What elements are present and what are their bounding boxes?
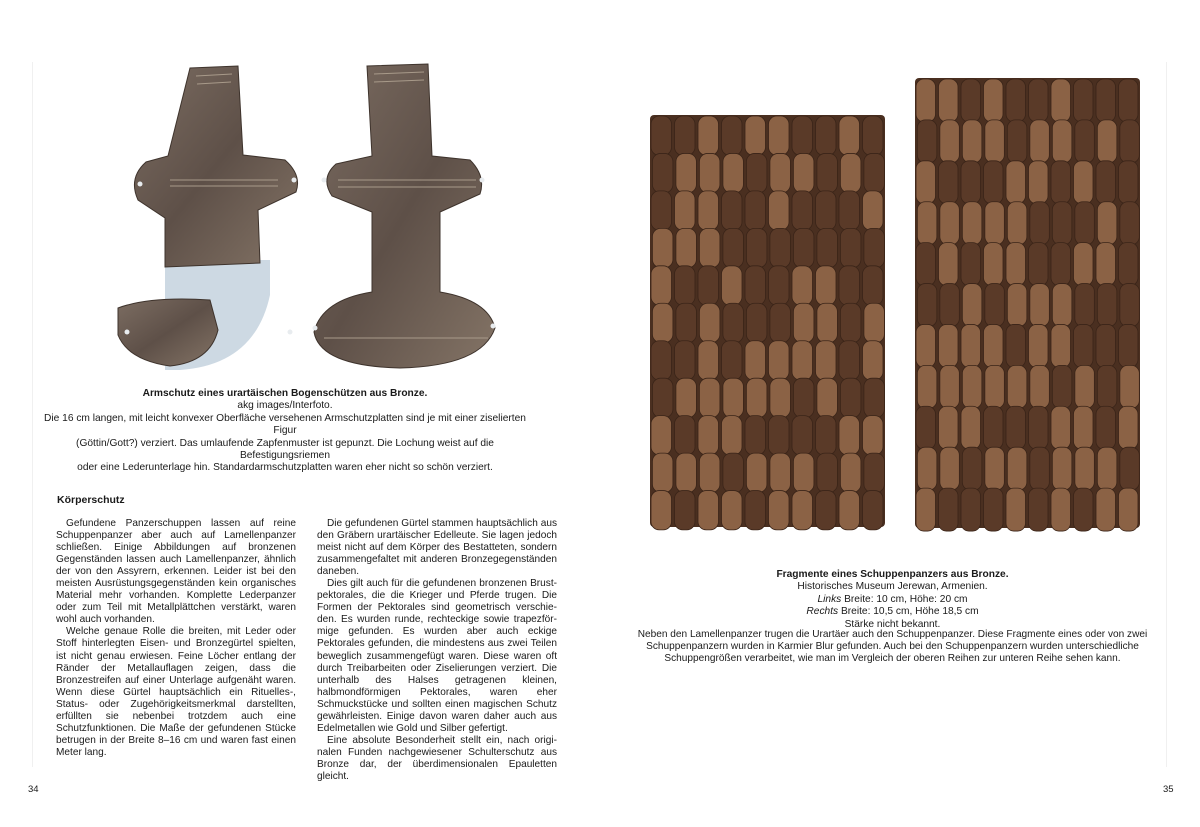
armor-scale bbox=[961, 161, 981, 204]
armor-scale bbox=[1119, 488, 1139, 531]
text-column-1 bbox=[56, 518, 296, 759]
armor-scale bbox=[962, 120, 982, 163]
armor-scale bbox=[699, 228, 720, 267]
armor-scale bbox=[961, 243, 981, 286]
page-number-left: 34 bbox=[28, 784, 39, 795]
armor-scale bbox=[1074, 488, 1094, 531]
armor-scale bbox=[792, 491, 813, 530]
armor-scale bbox=[1052, 202, 1072, 245]
armor-scale bbox=[1097, 365, 1117, 408]
armor-scale bbox=[840, 453, 861, 492]
armor-scale bbox=[839, 491, 860, 530]
armor-scale bbox=[1051, 406, 1071, 449]
armor-scale bbox=[745, 341, 766, 380]
armor-scale bbox=[1029, 324, 1049, 367]
armor-scale bbox=[816, 191, 837, 230]
armor-scale bbox=[651, 341, 672, 380]
links-dimensions: Breite: 10 cm, Höhe: 20 cm bbox=[841, 593, 968, 605]
armor-scale bbox=[940, 365, 960, 408]
armor-scale bbox=[1075, 447, 1095, 490]
armor-scale bbox=[745, 416, 766, 455]
armor-scale bbox=[652, 228, 673, 267]
armor-scale bbox=[1120, 202, 1140, 245]
armor-scale bbox=[723, 153, 744, 192]
armor-scale bbox=[676, 153, 697, 192]
armor-scale bbox=[1096, 243, 1116, 286]
armor-scale bbox=[746, 453, 767, 492]
armor-scale bbox=[652, 303, 673, 342]
armor-scale bbox=[839, 266, 860, 305]
armor-scale bbox=[769, 266, 790, 305]
armor-scale bbox=[1096, 488, 1116, 531]
armor-scale bbox=[917, 365, 937, 408]
section-heading: Körperschutz bbox=[57, 494, 125, 506]
armor-scale bbox=[840, 228, 861, 267]
armor-scale bbox=[1096, 79, 1116, 122]
armor-scale bbox=[1030, 365, 1050, 408]
armor-scale bbox=[699, 153, 720, 192]
armor-scale bbox=[770, 228, 791, 267]
armor-scale bbox=[1052, 284, 1072, 327]
armor-scale bbox=[1075, 365, 1095, 408]
armor-scale bbox=[722, 191, 743, 230]
armor-scale bbox=[793, 153, 814, 192]
armor-scale bbox=[769, 491, 790, 530]
armor-scale bbox=[723, 303, 744, 342]
armor-scale bbox=[863, 191, 884, 230]
armor-scale bbox=[1120, 447, 1140, 490]
armor-scale bbox=[1006, 79, 1026, 122]
armor-scale bbox=[1075, 202, 1095, 245]
armor-scale bbox=[985, 284, 1005, 327]
armor-scale bbox=[676, 228, 697, 267]
armor-scale bbox=[792, 116, 813, 155]
armor-scale bbox=[770, 303, 791, 342]
armor-scale bbox=[676, 453, 697, 492]
armor-scale bbox=[1007, 365, 1027, 408]
armor-scale bbox=[1006, 161, 1026, 204]
armor-scale bbox=[939, 243, 959, 286]
armor-scale bbox=[863, 116, 884, 155]
armguard-caption-line: (Göttin/Gott?) verziert. Das umlaufende Zapfenmuster ist gepunzt. Die Lochung weist auf die Befestigungsriemen bbox=[76, 437, 494, 462]
armor-scale bbox=[1051, 324, 1071, 367]
armor-scale bbox=[863, 491, 884, 530]
armor-scale bbox=[792, 266, 813, 305]
armor-scale bbox=[961, 324, 981, 367]
armor-scale bbox=[917, 120, 937, 163]
paragraph: Gefundene Panzerschuppen lassen auf reine Schuppenpanzer aber auch auf Lamellenpanzer schließen. Einige Abbildungen auf bronzenen Gegenständen lassen auch Lamellenpanzer, ähnlich der von den Assyrern, erkennen. Leider ist bei den meisten Ausrüstungsgegenständen kein organisches Material mehr vorhanden. Komplette Lederpanzer oder zum Teil mit Metallplättchen verstärkt, waren wohl auch vorhanden. bbox=[56, 518, 296, 626]
armor-scale bbox=[984, 488, 1004, 531]
links-label: Links bbox=[817, 593, 842, 605]
armor-scale bbox=[940, 120, 960, 163]
armor-scale bbox=[676, 378, 697, 417]
armor-scale bbox=[793, 228, 814, 267]
armor-scale bbox=[1007, 202, 1027, 245]
armor-scale bbox=[1097, 284, 1117, 327]
armor-scale bbox=[651, 416, 672, 455]
armor-scale bbox=[916, 324, 936, 367]
armor-scale bbox=[675, 491, 696, 530]
armor-scale bbox=[817, 228, 838, 267]
armor-scale bbox=[698, 416, 719, 455]
armor-scale bbox=[651, 116, 672, 155]
armor-scale bbox=[769, 341, 790, 380]
armor-scale bbox=[985, 202, 1005, 245]
armor-scale bbox=[1030, 120, 1050, 163]
body-line: Schuppengrößen verarbeitet, wie man im Vergleich der oberen Reihen zur unteren Reihe sehen kann. bbox=[664, 653, 1121, 665]
armor-scale bbox=[1119, 161, 1139, 204]
armor-scale bbox=[1052, 120, 1072, 163]
armor-scale bbox=[698, 491, 719, 530]
armor-scale bbox=[817, 453, 838, 492]
armor-scale bbox=[745, 191, 766, 230]
armor-scale bbox=[698, 341, 719, 380]
armor-scale bbox=[792, 341, 813, 380]
armor-scale bbox=[864, 378, 885, 417]
armor-scale bbox=[1096, 324, 1116, 367]
armor-scale bbox=[1006, 406, 1026, 449]
armor-scale bbox=[1075, 120, 1095, 163]
armor-scale bbox=[769, 191, 790, 230]
armor-scale bbox=[770, 153, 791, 192]
armor-scale bbox=[917, 202, 937, 245]
armor-scale bbox=[792, 191, 813, 230]
armor-scale bbox=[1119, 406, 1139, 449]
armor-scale bbox=[1029, 406, 1049, 449]
armor-scale bbox=[675, 266, 696, 305]
armor-scale bbox=[1096, 161, 1116, 204]
scale-armor-caption-title: Fragmente eines Schuppenpanzers aus Bronze. bbox=[776, 569, 1009, 580]
armor-scale bbox=[675, 416, 696, 455]
armor-scale bbox=[652, 378, 673, 417]
armor-scale bbox=[792, 416, 813, 455]
armor-scale bbox=[817, 378, 838, 417]
armor-scale bbox=[816, 416, 837, 455]
armor-scale bbox=[985, 447, 1005, 490]
paragraph: Welche genaue Rolle die breiten, mit Leder oder Stoff hinterlegten Eisen- und Bronzegürtel spielten, ist nicht genau erwiesen. Feine Löcher entlang der Ränder der Metallauflagen zeigen, dass die Bronzestreifen auf einer Unterlage aufgenäht waren. Wenn diese Gürtel hauptsächlich ein Rituelles-, Status- oder Zugehörigkeitsmerkmal darstellten, erfüllten sie nebenbei trotzdem auch eine Schutzfunktionen. Die Maße der gefundenen Stücke betrugen in der Breite 8–16 cm und waren fast einen Meter lang. bbox=[56, 626, 296, 758]
armor-scale bbox=[1120, 284, 1140, 327]
armor-scale bbox=[839, 341, 860, 380]
armguard-caption-line: oder eine Lederunterlage hin. Standardarmschutzplatten waren eher nicht so schön verziert. bbox=[77, 462, 493, 474]
armor-scale bbox=[1006, 488, 1026, 531]
armor-scale bbox=[840, 303, 861, 342]
armor-scale bbox=[722, 491, 743, 530]
armor-scale bbox=[916, 243, 936, 286]
armor-scale bbox=[1074, 161, 1094, 204]
armor-scale bbox=[769, 416, 790, 455]
rechts-label: Rechts bbox=[806, 606, 839, 618]
armor-scale bbox=[770, 378, 791, 417]
armor-scale bbox=[1029, 488, 1049, 531]
scale-armor-caption-links bbox=[620, 594, 1165, 606]
armor-scale bbox=[939, 406, 959, 449]
armor-scale bbox=[916, 406, 936, 449]
armor-scale bbox=[676, 303, 697, 342]
left-page-edge bbox=[32, 62, 33, 767]
armor-scale bbox=[722, 341, 743, 380]
armor-scale bbox=[863, 266, 884, 305]
armor-scale bbox=[940, 284, 960, 327]
armor-scale bbox=[723, 228, 744, 267]
armor-scale bbox=[698, 116, 719, 155]
armor-scale bbox=[1119, 79, 1139, 122]
armguard-caption-title: Armschutz eines urartäischen Bogenschützen aus Bronze. bbox=[142, 388, 428, 399]
body-line: Schuppenpanzern wurden in Karmier Blur gefunden. Auch bei den Schuppenpanzern wurden unterschiedliche bbox=[646, 641, 1139, 653]
armor-scale bbox=[1052, 447, 1072, 490]
scale-armor-photo bbox=[640, 70, 1150, 535]
paragraph: Dies gilt auch für die gefundenen bronzenen Brustpektorales, die die Krieger und Pferde trugen. Die Formen der Pektorales sind geometrisch verschieden. Es wurden runde, rechteckige sowie trapezförmige gefunden. Es wurden aber auch eckige Pektorales gefunden, die mindestens aus zwei Teilen beweglich zusammengefügt waren. Diese waren oft durch Treibarbeiten oder Ziselierungen verziert. Die unterhalb des Halses getragenen kleinen, halbmondförmigen Pektorales, waren eher Schmuckstücke und sollten einen magischen Schutz gewährleisten. Einige davon waren daher auch aus Edelmetallen wie Gold und Silber gefertigt. bbox=[317, 578, 557, 734]
text-column-2 bbox=[317, 518, 557, 783]
armor-scale bbox=[1051, 161, 1071, 204]
armor-scale bbox=[770, 453, 791, 492]
armor-scale bbox=[985, 365, 1005, 408]
armor-scale bbox=[816, 266, 837, 305]
armor-scale bbox=[940, 447, 960, 490]
armor-scale bbox=[1119, 243, 1139, 286]
armor-scale bbox=[746, 153, 767, 192]
armor-scale bbox=[675, 116, 696, 155]
armor-scale bbox=[1120, 120, 1140, 163]
scale-armor-right-fragment bbox=[915, 78, 1140, 531]
armor-scale bbox=[1097, 120, 1117, 163]
armor-scale bbox=[1029, 79, 1049, 122]
armguard-caption-line: Die 16 cm langen, mit leicht konvexer Oberfläche versehenen Armschutzplatten sind je mit einer ziselierten Figur bbox=[44, 412, 526, 437]
armor-scale bbox=[864, 303, 885, 342]
armor-scale bbox=[793, 378, 814, 417]
right-page-edge bbox=[1166, 62, 1167, 767]
right-page-body bbox=[620, 629, 1165, 666]
armor-scale bbox=[916, 488, 936, 531]
armguard-caption bbox=[40, 388, 530, 475]
armor-scale bbox=[985, 120, 1005, 163]
armor-scale bbox=[961, 406, 981, 449]
scale-armor-caption-rechts bbox=[620, 606, 1165, 618]
armor-scale bbox=[940, 202, 960, 245]
armor-scale bbox=[698, 266, 719, 305]
armor-scale bbox=[651, 266, 672, 305]
armor-scale bbox=[984, 406, 1004, 449]
armor-scale bbox=[839, 416, 860, 455]
armor-scale bbox=[746, 378, 767, 417]
armor-scale bbox=[840, 153, 861, 192]
armor-scale bbox=[864, 228, 885, 267]
armor-scale bbox=[939, 161, 959, 204]
armor-scale bbox=[962, 202, 982, 245]
armor-scale bbox=[962, 365, 982, 408]
armor-scale bbox=[1097, 447, 1117, 490]
armor-scale bbox=[1074, 79, 1094, 122]
armor-scale bbox=[1096, 406, 1116, 449]
armor-scale bbox=[984, 324, 1004, 367]
armor-scale bbox=[816, 491, 837, 530]
armor-scale bbox=[962, 284, 982, 327]
armor-scale bbox=[1006, 243, 1026, 286]
armor-scale bbox=[863, 341, 884, 380]
armor-scale bbox=[817, 303, 838, 342]
armor-scale bbox=[675, 191, 696, 230]
armor-scale bbox=[1052, 365, 1072, 408]
armor-scale bbox=[939, 324, 959, 367]
body-line: Neben den Lamellenpanzer trugen die Urartäer auch den Schuppenpanzer. Diese Fragmente eines oder von zwei bbox=[637, 629, 1148, 640]
page-number-right: 35 bbox=[1163, 784, 1174, 795]
armor-scale bbox=[840, 378, 861, 417]
armor-scale bbox=[863, 416, 884, 455]
armor-scale bbox=[839, 191, 860, 230]
armor-scale bbox=[1030, 284, 1050, 327]
armor-scale bbox=[746, 228, 767, 267]
armor-scale bbox=[817, 153, 838, 192]
armor-scale bbox=[816, 116, 837, 155]
armor-scale bbox=[651, 491, 672, 530]
armor-scale bbox=[652, 453, 673, 492]
armor-scale bbox=[723, 378, 744, 417]
armor-scale bbox=[652, 153, 673, 192]
paragraph: Eine absolute Besonderheit stellt ein, nach originalen Funden nachgewiesener Schulterschutz aus Bronze dar, der überdimensionalen Epauletten gleicht. bbox=[317, 734, 557, 782]
armor-scale bbox=[864, 153, 885, 192]
scale-armor-caption-thickness: Stärke nicht bekannt. bbox=[844, 618, 941, 630]
armor-scale bbox=[816, 341, 837, 380]
armor-scale bbox=[1007, 120, 1027, 163]
paragraph: Die gefundenen Gürtel stammen hauptsächlich aus den Gräbern urartäischer Edelleute. Sie lagen jedoch meist nicht auf dem Körper des Bestatteten, sondern zusammengefaltet mit anderen Bronzegegenständen daneben. bbox=[317, 518, 557, 578]
armor-scale bbox=[769, 116, 790, 155]
armor-scale bbox=[745, 116, 766, 155]
armor-scale bbox=[1051, 488, 1071, 531]
armor-scale bbox=[984, 161, 1004, 204]
scale-armor-caption bbox=[620, 569, 1165, 631]
armor-scale bbox=[745, 266, 766, 305]
armor-scale bbox=[1029, 161, 1049, 204]
armor-scale bbox=[793, 303, 814, 342]
armor-scale bbox=[917, 284, 937, 327]
armor-scale bbox=[698, 191, 719, 230]
armor-scale bbox=[722, 416, 743, 455]
armor-scale bbox=[984, 79, 1004, 122]
armor-scale bbox=[1120, 365, 1140, 408]
armguard-caption-credit: akg images/Interfoto. bbox=[237, 400, 333, 412]
armor-scale bbox=[1051, 243, 1071, 286]
armor-scale bbox=[1007, 284, 1027, 327]
armor-scale bbox=[962, 447, 982, 490]
armor-scale bbox=[961, 79, 981, 122]
scale-armor-left-fragment bbox=[650, 115, 885, 530]
armor-scale bbox=[699, 453, 720, 492]
rechts-dimensions: Breite: 10,5 cm, Höhe 18,5 cm bbox=[838, 606, 979, 618]
armor-scale bbox=[917, 447, 937, 490]
armor-scale bbox=[984, 243, 1004, 286]
armor-scale bbox=[1075, 284, 1095, 327]
armor-scale bbox=[916, 161, 936, 204]
armor-scale bbox=[651, 191, 672, 230]
armor-scale bbox=[1030, 202, 1050, 245]
armor-scale bbox=[939, 79, 959, 122]
armor-scale bbox=[939, 488, 959, 531]
armor-scale bbox=[1007, 447, 1027, 490]
armor-scale bbox=[1029, 243, 1049, 286]
armor-scale bbox=[839, 116, 860, 155]
armor-scale bbox=[699, 303, 720, 342]
armor-scale bbox=[1119, 324, 1139, 367]
armguard-photo bbox=[110, 60, 510, 378]
armor-scale bbox=[723, 453, 744, 492]
armor-scale bbox=[675, 341, 696, 380]
armor-scale bbox=[1097, 202, 1117, 245]
armor-scale bbox=[1030, 447, 1050, 490]
armor-scale bbox=[699, 378, 720, 417]
armor-scale bbox=[1074, 243, 1094, 286]
armor-scale bbox=[961, 488, 981, 531]
armor-scale bbox=[746, 303, 767, 342]
armor-scale bbox=[745, 491, 766, 530]
armor-scale bbox=[1006, 324, 1026, 367]
armor-scale bbox=[916, 79, 936, 122]
armor-scale bbox=[1051, 79, 1071, 122]
armor-scale bbox=[722, 266, 743, 305]
armor-scale bbox=[1074, 324, 1094, 367]
armor-scale bbox=[793, 453, 814, 492]
armor-scale bbox=[864, 453, 885, 492]
armor-scale bbox=[722, 116, 743, 155]
armor-scale bbox=[1074, 406, 1094, 449]
scale-armor-caption-museum: Historisches Museum Jerewan, Armenien. bbox=[797, 581, 988, 593]
